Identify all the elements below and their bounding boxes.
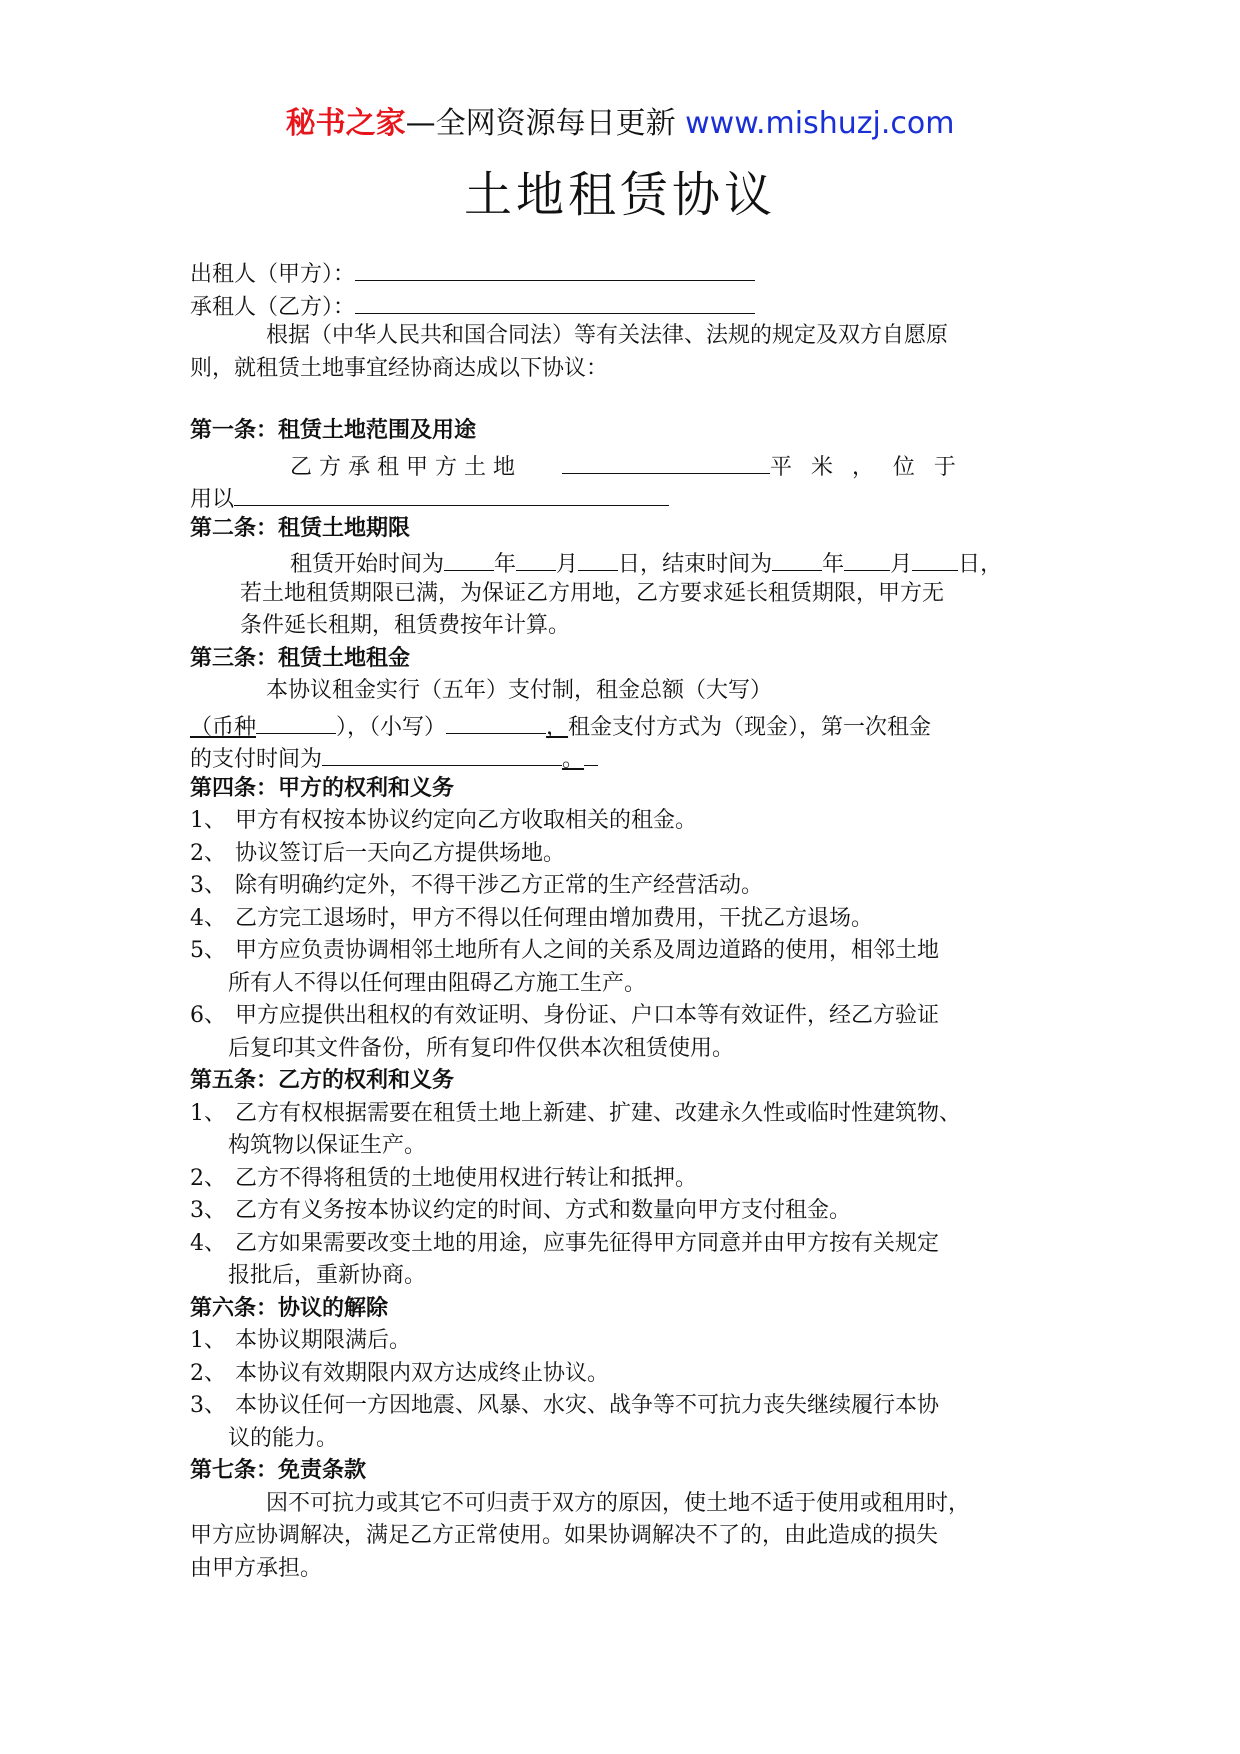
site-header (0, 100, 1240, 148)
s2-year-label-2: 年 (822, 552, 845, 577)
list-item-number: 2、 (190, 1165, 226, 1191)
list-item (190, 1390, 1060, 1423)
s1-use-blank (234, 480, 669, 506)
list-item (190, 1163, 1060, 1196)
list-item-text: 甲方应提供出租权的有效证明、身份证、户口本等有效证件，经乙方验证 (235, 1003, 940, 1028)
list-item (190, 903, 1060, 936)
list-item-text: 乙方不得将租赁的土地使用权进行转让和抵押。 (235, 1165, 698, 1191)
list-item-text: 所有人不得以任何理由阻碍乙方施工生产。 (228, 970, 647, 996)
list-item (190, 1098, 1060, 1131)
s2-start-label: 租赁开始时间为 (290, 552, 445, 577)
s3-small-blank (446, 708, 546, 734)
list-item-text: 乙方有权根据需要在租赁土地上新建、扩建、改建永久性或临时性建筑物、 (235, 1100, 962, 1126)
s3-currency-blank (256, 708, 336, 734)
section-2-heading: 第二条：租赁土地期限 (190, 515, 411, 541)
list-item-text: 本协议期限满后。 (235, 1328, 412, 1353)
s3-line-1: 本协议租金实行（五年）支付制，租金总额（大写） (266, 678, 773, 703)
s3-line-2 (190, 708, 1060, 741)
header-slogan: —全网资源每日更新 (405, 106, 676, 141)
list-item-text: 乙方有义务按本协议约定的时间、方式和数量向甲方支付租金。 (235, 1198, 852, 1223)
s2-month-label-2: 月 (890, 552, 913, 577)
list-item-number: 3、 (190, 1393, 226, 1418)
list-item-text: 本协议任何一方因地震、风暴、水灾、战争等不可抗力丧失继续履行本协 (235, 1393, 940, 1418)
list-item-text: 乙方完工退场时，甲方不得以任何理由增加费用，干扰乙方退场。 (235, 905, 874, 931)
list-item (190, 1325, 1060, 1358)
s2-line-3: 条件延长租期，租赁费按年计算。 (240, 613, 571, 638)
s2-start-day-blank (578, 545, 618, 571)
list-item-number: 2、 (190, 840, 226, 866)
intro-line-1: 根据（中华人民共和国合同法）等有关法律、法规的规定及双方自愿原 (266, 323, 949, 348)
list-item (190, 1423, 1060, 1456)
list-item-number: 4、 (190, 1230, 226, 1256)
s3-line-3 (190, 740, 1060, 773)
s6-list (190, 1325, 1060, 1455)
list-item (190, 935, 1060, 968)
s7-line-1: 因不可抗力或其它不可归责于双方的原因，使土地不适于使用或租用时， (266, 1490, 971, 1516)
list-item-number: 3、 (190, 1198, 226, 1223)
s4-list (190, 805, 1060, 1065)
s2-year-label: 年 (494, 552, 517, 577)
s2-month-label: 月 (556, 552, 579, 577)
lessee-line (190, 288, 1060, 321)
list-item-text: 构筑物以保证生产。 (228, 1133, 427, 1158)
list-item (190, 1195, 1060, 1228)
section-7-heading: 第七条：免责条款 (190, 1458, 367, 1483)
list-item-number: 6、 (190, 1003, 226, 1028)
list-item (190, 1358, 1060, 1391)
list-item-text: 乙方如果需要改变土地的用途，应事先征得甲方同意并由甲方按有关规定 (235, 1230, 940, 1256)
list-item-text: 除有明确约定外，不得干涉乙方正常的生产经营活动。 (235, 873, 764, 898)
list-item (190, 870, 1060, 903)
s2-start-year-blank (444, 545, 494, 571)
lessee-blank (355, 288, 755, 314)
list-item-text: 报批后，重新协商。 (228, 1263, 427, 1288)
intro-line-2: 则，就租赁土地事宜经协商达成以下协议： (190, 355, 609, 381)
s7-line-2: 甲方应协调解决，满足乙方正常使用。如果协调解决不了的，由此造成的损失 (190, 1523, 939, 1548)
document-body (190, 255, 1060, 1585)
s3-paytime-blank (322, 740, 562, 766)
list-item-text: 本协议有效期限内双方达成终止协议。 (235, 1360, 610, 1386)
s2-line-1 (190, 545, 1060, 578)
document-title: 土地租赁协议 (463, 167, 776, 223)
s5-list (190, 1098, 1060, 1293)
list-item (190, 1000, 1060, 1033)
header-url[interactable]: www.mishuzj.com (685, 106, 955, 141)
list-item-number: 1、 (190, 808, 226, 833)
section-6-heading: 第六条：协议的解除 (190, 1295, 389, 1321)
spacer (190, 385, 1060, 415)
s1-text-b: 平 米 ， 位 于 (769, 454, 962, 480)
s1-line-2 (190, 480, 1060, 513)
s1-use-label: 用以 (190, 487, 235, 512)
list-item-text: 甲方应负责协调相邻土地所有人之间的关系及周边道路的使用，相邻土地 (235, 938, 940, 963)
section-1-heading: 第一条：租赁土地范围及用途 (190, 418, 477, 443)
s2-day-end-label: 日， (958, 552, 1003, 577)
list-item-text: 后复印其文件备份，所有复印件仅供本次租赁使用。 (228, 1035, 735, 1061)
list-item-text: 协议签订后一天向乙方提供场地。 (235, 840, 566, 866)
list-item (190, 838, 1060, 871)
s3-payment-method: 租金支付方式为（现金），第一次租金 (568, 714, 932, 740)
s1-area-blank (562, 448, 770, 474)
s1-text-a: 乙 方 承 租 甲 方 土 地 (290, 454, 515, 480)
s2-end-label: 结束时间为 (662, 552, 773, 577)
list-item (190, 1228, 1060, 1261)
s2-end-month-blank (844, 545, 890, 571)
s2-end-day-blank (912, 545, 958, 571)
lessor-label: 出租人（甲方）： (190, 262, 356, 287)
list-item (190, 805, 1060, 838)
s3-paytime-label: 的支付时间为 (190, 747, 323, 772)
list-item (190, 968, 1060, 1001)
s2-day-label: 日， (618, 552, 663, 577)
list-item (190, 1130, 1060, 1163)
list-item-number: 2、 (190, 1360, 226, 1386)
list-item (190, 1033, 1060, 1066)
list-item-number: 3、 (190, 873, 226, 898)
section-4-heading: 第四条：甲方的权利和义务 (190, 775, 455, 801)
s1-line-1 (190, 448, 1060, 481)
list-item-number: 5、 (190, 938, 226, 963)
brand-name: 秘书之家 (285, 106, 406, 141)
list-item-text: 议的能力。 (228, 1425, 339, 1451)
s3-currency-label: （币种 (190, 714, 257, 740)
list-item-number: 4、 (190, 905, 226, 931)
section-3-heading: 第三条：租赁土地租金 (190, 645, 411, 671)
lessor-line (190, 255, 1060, 288)
s3-comma: ， (546, 714, 569, 740)
list-item-text: 甲方有权按本协议约定向乙方收取相关的租金。 (235, 808, 698, 833)
s7-line-3: 由甲方承担。 (190, 1555, 323, 1581)
lessor-blank (355, 255, 755, 281)
s3-period: 。 (562, 747, 585, 772)
list-item (190, 1260, 1060, 1293)
list-item-number: 1、 (190, 1328, 226, 1353)
section-5-heading: 第五条：乙方的权利和义务 (190, 1068, 455, 1093)
lessee-label: 承租人（乙方）： (190, 294, 356, 320)
list-item-number: 1、 (190, 1100, 226, 1126)
s2-start-month-blank (516, 545, 556, 571)
s2-end-year-blank (772, 545, 822, 571)
s3-small-label: ），（小写） (336, 714, 447, 740)
s2-line-2: 若土地租赁期限已满，为保证乙方用地，乙方要求延长租赁期限，甲方无 (240, 580, 945, 606)
